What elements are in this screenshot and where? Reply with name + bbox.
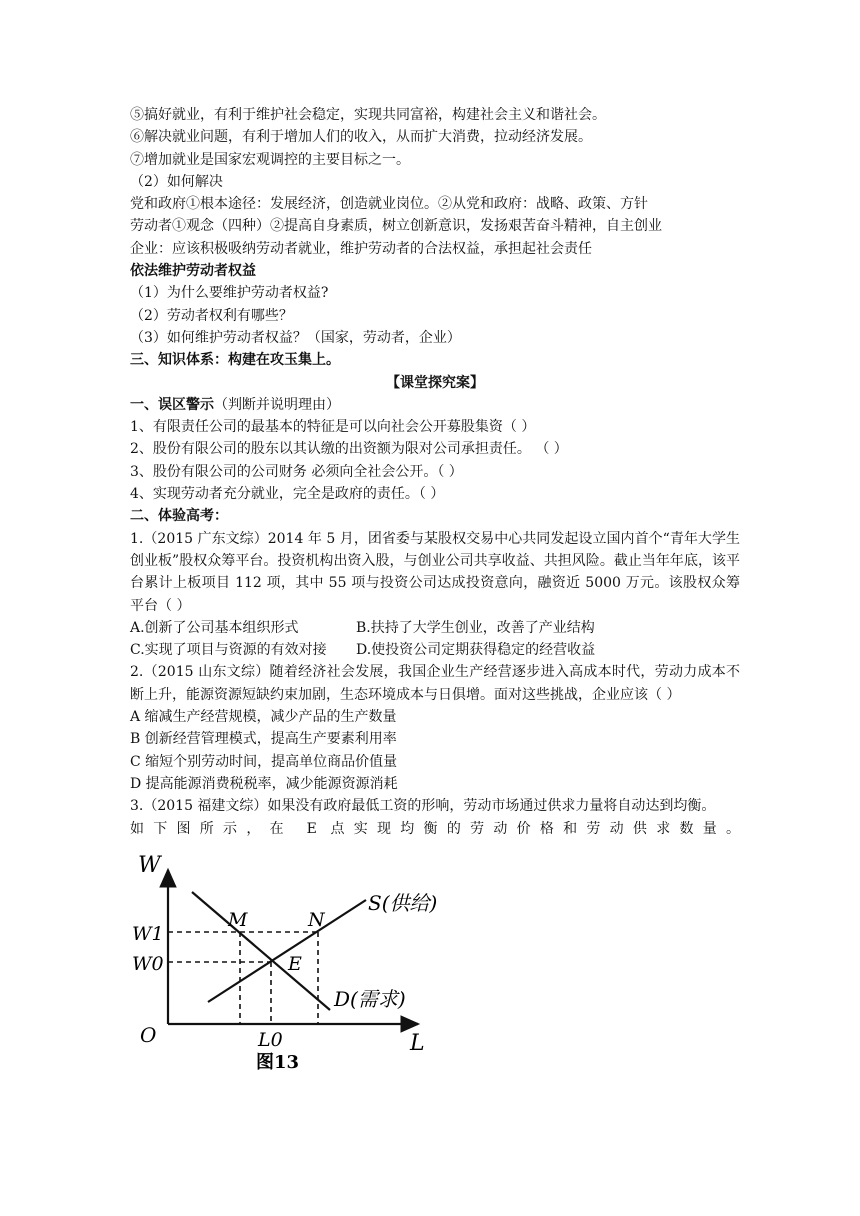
question-2-option-c: C 缩短个别劳动时间，提高单位商品价值量 [130, 753, 398, 770]
y-axis-label: W [138, 853, 161, 878]
w1-label: W1 [132, 923, 164, 945]
supply-label: S(供给) [368, 891, 438, 915]
point-m-label: M [228, 909, 248, 931]
misconception-item: 1、有限责任公司的最基本的特征是可以向社会公开募股集资（ ） [130, 419, 536, 436]
rights-item: （2）劳动者权利有哪些？ [130, 307, 293, 324]
document-page [130, 104, 740, 840]
origin-label: O [140, 1023, 157, 1047]
question-2-option-a: A 缩减生产经营规模，减少产品的生产数量 [130, 709, 397, 726]
question-1-option-c: C.实现了项目与资源的有效对接 [130, 642, 327, 659]
demand-label: D(需求) [334, 987, 406, 1011]
text-line: 党和政府①根本途径：发展经济，创造就业岗位。②从党和政府：战略、政策、方针 [130, 196, 648, 213]
x-axis-label: L [410, 1031, 425, 1056]
question-1-option-a: A.创新了公司基本组织形式 [130, 619, 299, 636]
misconception-item: 3、股份有限公司的公司财务 必须向全社会公开。（ ） [130, 463, 463, 480]
misconceptions-heading-label: 一、误区警示 [130, 396, 214, 413]
question-2-option-d: D 提高能源消费税税率，减少能源资源消耗 [130, 775, 398, 792]
misconceptions-heading [130, 394, 740, 416]
supply-demand-diagram [128, 852, 468, 1072]
figure-caption: 图13 [256, 1052, 300, 1072]
question-2-text: 2.（2015 山东文综）随着经济社会发展，我国企业生产经营逐步进入高成本时代，劳动力成本不断上升，能源资源短缺约束加剧，生态环境成本与日俱增。面对这些挑战，企业应该（ ） [130, 664, 740, 703]
question-1-option-b: B.扶持了大学生创业，改善了产业结构 [356, 619, 595, 636]
question-3-line-1: 3.（2015 福建文综）如果没有政府最低工资的形响，劳动市场通过供求力量将自动达到均衡。 [130, 798, 716, 815]
question-1-options-row [130, 639, 740, 661]
rights-heading: 依法维护劳动者权益 [130, 263, 256, 280]
point-n-label: N [308, 909, 325, 931]
l0-label: L0 [258, 1029, 283, 1051]
misconception-item: 4、实现劳动者充分就业，完全是政府的责任。（ ） [130, 486, 445, 503]
rights-item: （1）为什么要维护劳动者权益? [130, 285, 329, 302]
w0-label: W0 [132, 953, 164, 975]
text-line: 劳动者①观念（四种）②提高自身素质，树立创新意识，发扬艰苦奋斗精神，自主创业 [130, 218, 662, 235]
point-e-label: E [288, 953, 302, 975]
text-line: ⑥解决就业问题，有利于增加人们的收入，从而扩大消费，拉动经济发展。 [130, 129, 592, 146]
question-1-option-d: D.使投资公司定期获得稳定的经营收益 [356, 642, 596, 659]
class-title: 【课堂探究案】 [386, 374, 484, 391]
exam-heading: 二、体验高考： [130, 508, 228, 525]
system-heading: 三、知识体系：构建在攻玉集上。 [130, 352, 340, 369]
question-3-line-2: 如下图所示，在 E 点实现均衡的劳动价格和劳动供求数量。 [130, 820, 740, 837]
misconceptions-heading-note: （判断并说明理由） [214, 396, 340, 413]
text-line: （2）如何解决 [130, 173, 223, 190]
text-line: ⑤搞好就业，有利于维护社会稳定，实现共同富裕，构建社会主义和谐社会。 [130, 107, 606, 123]
text-line: 企业：应该积极吸纳劳动者就业，维护劳动者的合法权益，承担起社会责任 [130, 240, 592, 257]
question-1-text: 1.（2015 广东文综）2014 年 5 月，团省委与某股权交易中心共同发起设立国内首个“青年大学生创业板”股权众筹平台。投资机构出资入股，与创业公司共享收益、共担风险。截止当年年底，该平台累计上板项目 112 项，其中 55 项与投资公司达成投资意向，融资近 5000 万元。该股权众筹平台（ ） [130, 530, 740, 614]
labor-market-figure [128, 852, 468, 1072]
misconception-item: 2、股份有限公司的股东以其认缴的出资额为限对公司承担责任。 （ ） [130, 441, 568, 458]
text-line: ⑦增加就业是国家宏观调控的主要目标之一。 [130, 151, 410, 168]
question-1-options-row [130, 617, 740, 639]
rights-item: （3）如何维护劳动者权益？（国家，劳动者，企业） [130, 329, 461, 346]
question-2-option-b: B 创新经营管理模式，提高生产要素利用率 [130, 731, 397, 748]
